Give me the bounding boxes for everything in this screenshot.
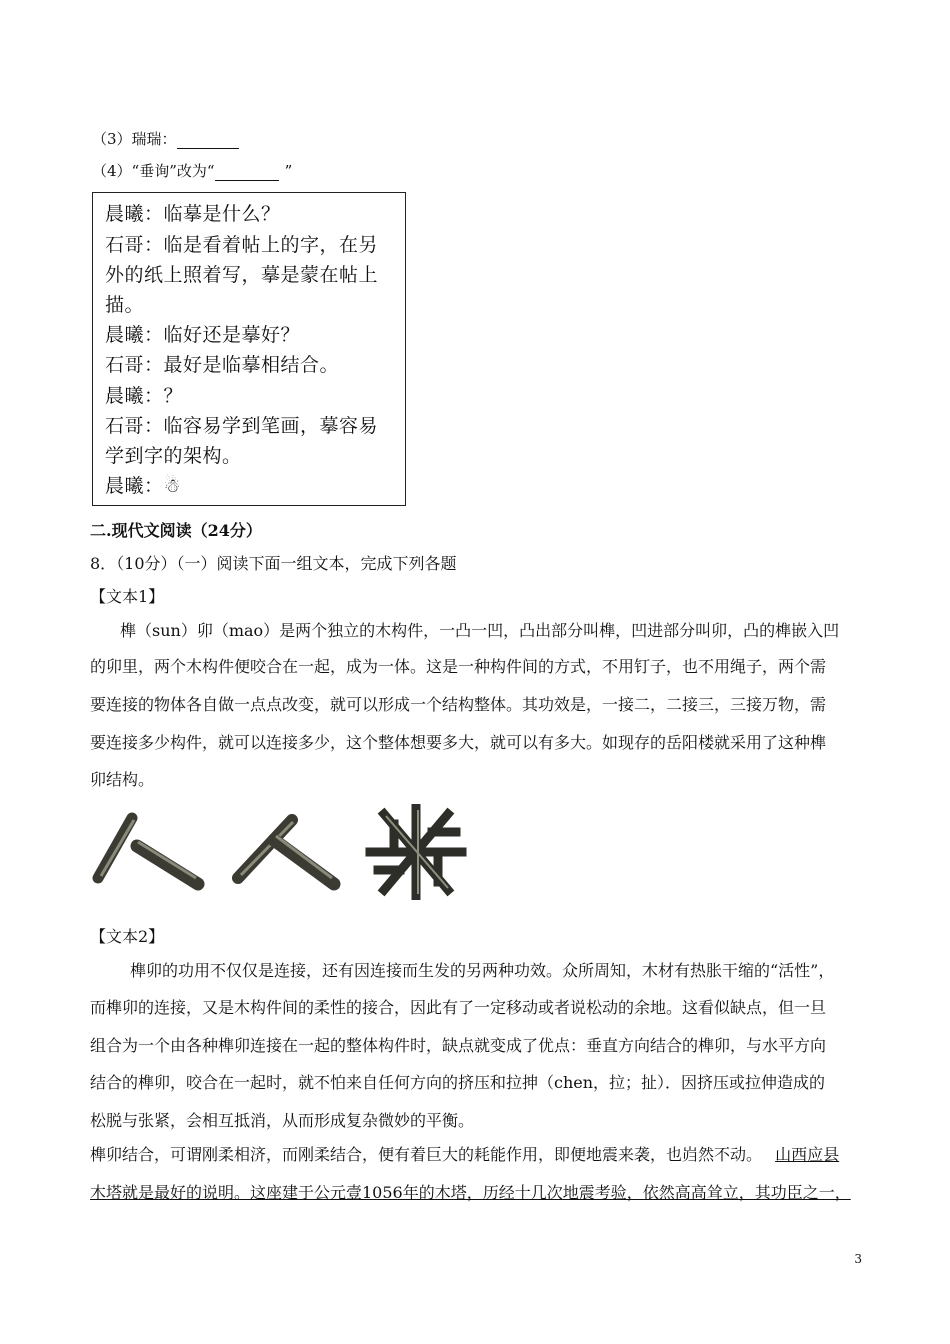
interlocking-puzzle-image <box>364 804 468 900</box>
text2-underlined-start: 山西应县 <box>775 1145 840 1164</box>
tenon-separated-image <box>92 812 212 892</box>
dialog-line: 晨曦：？ <box>105 385 184 407</box>
text2-underlined-line: 木塔就是最好的说明。这座建于公元壹1056年的木塔，历经十几次地震考验，依然高高耸立，其功臣之一， <box>90 1183 851 1202</box>
text1-line: 榫（sun）卯（mao）是两个独立的木构件，一凸一凹，凸出部分叫榫，凹进部分叫卯，凸的榫嵌入凹 <box>120 621 840 640</box>
tenon-joined-image <box>230 812 350 892</box>
text2-line: 结合的榫卯，咬合在一起时，就不怕来自任何方向的挤压和拉抻（chen，拉；扯）．因挤压或拉伸造成的 <box>90 1073 826 1092</box>
text2-line: 榫卯的功用不仅仅是连接，还有因连接而生发的另两种功效。众所周知，木材有热胀干缩的“活性”， <box>130 961 835 980</box>
text2-label: 【文本2】 <box>90 927 165 946</box>
dialog-line: 学到字的架构。 <box>105 445 242 467</box>
text1-line: 卯结构。 <box>90 770 155 789</box>
dialog-line: 石哥：临是看着帖上的字，在另 <box>105 234 379 256</box>
page-number: 3 <box>854 1252 862 1266</box>
dialog-line: 描。 <box>105 294 145 316</box>
text2-line: 而榫卯的连接，又是木构件间的柔性的接合，因此有了一定移动或者说松动的余地。这看似缺点，但一旦 <box>90 998 827 1017</box>
dialog-line: 石哥：临容易学到笔画，摹容易 <box>105 415 379 437</box>
text2-line: 松脱与张紧，会相互抵消，从而形成复杂微妙的平衡。 <box>90 1111 475 1130</box>
q4-answer-blank[interactable] <box>215 164 279 181</box>
q4-line <box>92 160 292 181</box>
dialog-line: 晨曦：临好还是摹好？ <box>105 324 301 346</box>
q4-suffix: ” <box>284 162 293 180</box>
text1-line: 要连接多少构件，就可以连接多少，这个整体想要多大，就可以有多大。如现存的岳阳楼就采用了这种榫 <box>90 733 827 752</box>
dialog-line: 晨曦：☃ <box>105 475 182 497</box>
dialog-line: 晨曦：临摹是什么？ <box>105 203 281 225</box>
section-2-title: 二.现代文阅读（24分） <box>90 521 262 540</box>
text1-line: 的卯里，两个木构件便咬合在一起，成为一体。这是一种构件间的方式，不用钉子，也不用绳子，两个需 <box>90 657 827 676</box>
question-8-intro: 8．（10分）（一）阅读下面一组文本，完成下列各题 <box>90 554 457 573</box>
q3-line <box>92 128 239 149</box>
dialog-line: 石哥：最好是临摹相结合。 <box>105 354 340 376</box>
text2-line: 组合为一个由各种榫卯连接在一起的整体构件时，缺点就变成了优点：垂直方向结合的榫卯，与水平方向 <box>90 1036 827 1055</box>
text1-line: 要连接的物体各自做一点点改变，就可以形成一个结构整体。其功效是，一接二，二接三，三接万物，需 <box>90 695 827 714</box>
text2-last-plain: 榫卯结合，可谓刚柔相济，而刚柔结合，便有着巨大的耗能作用，即便地震来袭，也岿然不动。 <box>90 1145 763 1164</box>
q3-answer-blank[interactable] <box>177 132 239 149</box>
dialog-line: 外的纸上照着写，摹是蒙在帖上 <box>105 264 379 286</box>
text1-label: 【文本1】 <box>90 587 165 606</box>
q4-prefix: （4）“垂询”改为“ <box>92 162 215 180</box>
dialog-box <box>92 192 406 506</box>
text2-last-line <box>90 1142 865 1165</box>
q3-label: （3）瑞瑞： <box>92 130 177 148</box>
